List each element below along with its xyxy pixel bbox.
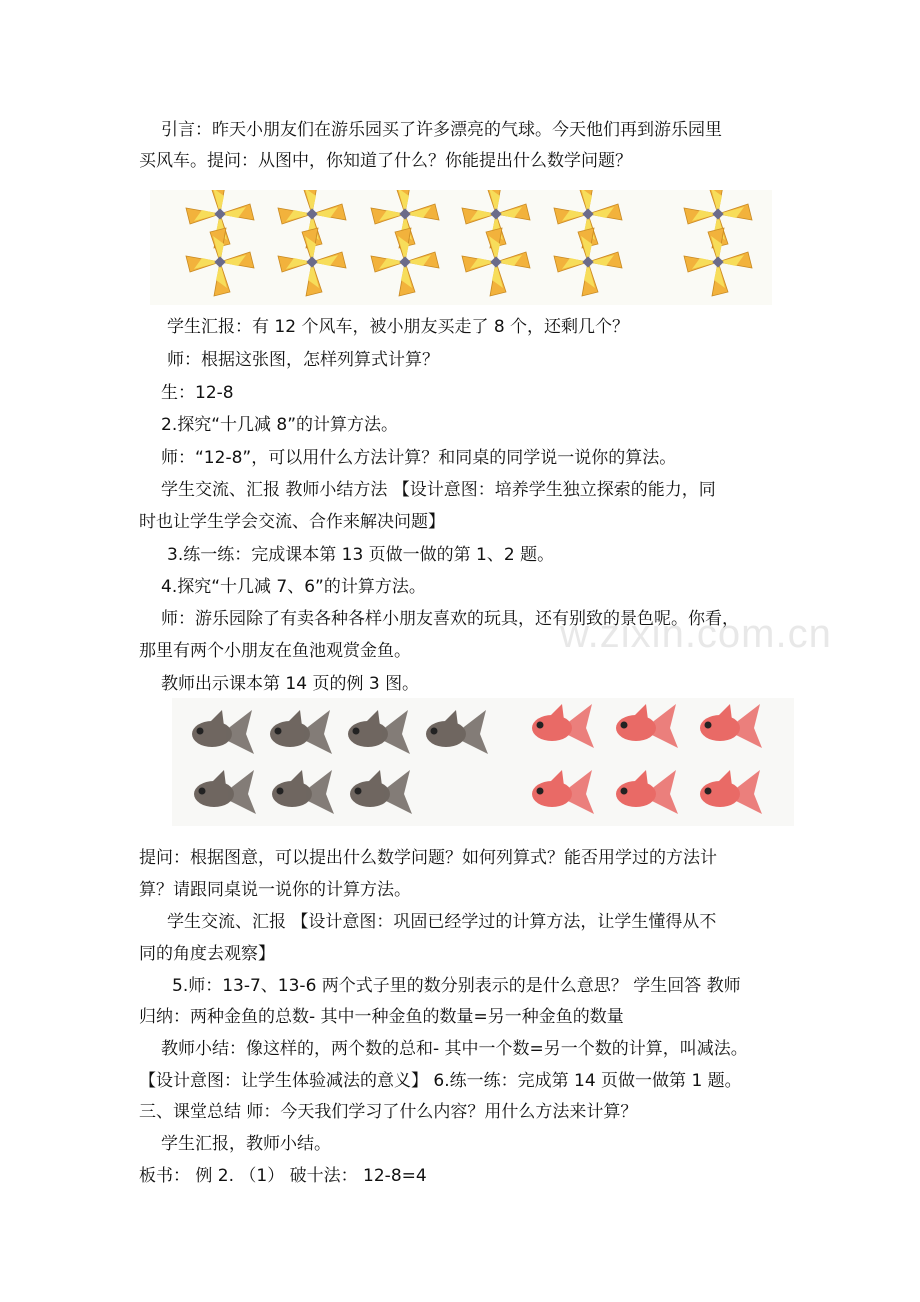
text-line-21: 教师小结：像这样的，两个数的总和- 其中一个数=另一个数的计算，叫减法。 <box>161 1039 748 1059</box>
text-line-12: 师：游乐园除了有卖各种各样小朋友喜欢的玩具，还有别致的景色呢。你看， <box>161 609 739 629</box>
text-line-15: 提问：根据图意，可以提出什么数学问题？如何列算式？能否用学过的方法计 <box>139 848 717 868</box>
text-line-20: 归纳：两种金鱼的总数- 其中一种金鱼的数量=另一种金鱼的数量 <box>139 1007 624 1027</box>
goldfish-icon <box>532 704 594 748</box>
goldfish-icon <box>350 770 412 814</box>
goldfish-icon <box>192 710 254 754</box>
pinwheel-icon <box>186 228 254 296</box>
text-line-9: 时也让学生学会交流、合作来解决问题】 <box>139 512 445 532</box>
text-line-1: 引言：昨天小朋友们在游乐园买了许多漂亮的气球。今天他们再到游乐园里 <box>161 120 722 140</box>
goldfish-illustration <box>172 698 794 826</box>
goldfish-icon <box>700 770 762 814</box>
goldfish-icon <box>700 704 762 748</box>
goldfish-icon <box>426 710 488 754</box>
text-line-6: 2.探究“十几减 8”的计算方法。 <box>161 415 399 435</box>
goldfish-icon <box>532 770 594 814</box>
text-line-24: 学生汇报，教师小结。 <box>161 1134 331 1154</box>
text-line-13: 那里有两个小朋友在鱼池观赏金鱼。 <box>139 641 411 661</box>
pinwheel-icon <box>462 228 530 296</box>
goldfish-icon <box>270 710 332 754</box>
goldfish-icon <box>272 770 334 814</box>
pinwheel-illustration <box>150 190 772 305</box>
pinwheel-icon <box>554 228 622 296</box>
pinwheel-icon <box>278 228 346 296</box>
goldfish-icon <box>194 770 256 814</box>
text-line-2: 买风车。提问：从图中，你知道了什么？你能提出什么数学问题？ <box>139 151 632 171</box>
text-line-19: 5.师：13-7、13-6 两个式子里的数分别表示的是什么意思？ 学生回答 教师 <box>172 976 741 996</box>
text-line-18: 同的角度去观察】 <box>139 944 275 964</box>
text-line-8: 学生交流、汇报 教师小结方法 【设计意图：培养学生独立探索的能力，同 <box>161 480 716 500</box>
text-line-7: 师：“12-8”，可以用什么方法计算？和同桌的同学说一说你的算法。 <box>161 448 677 468</box>
text-line-10: 3.练一练：完成课本第 13 页做一做的第 1、2 题。 <box>167 545 555 565</box>
text-line-23: 三、课堂总结 师：今天我们学习了什么内容？用什么方法来计算？ <box>139 1102 638 1122</box>
goldfish-icon <box>616 770 678 814</box>
text-line-4: 师：根据这张图，怎样列算式计算？ <box>167 350 439 370</box>
text-line-5: 生：12-8 <box>161 383 234 403</box>
pinwheel-icon <box>684 228 752 296</box>
text-line-11: 4.探究“十几减 7、6”的计算方法。 <box>161 577 426 597</box>
text-line-17: 学生交流、汇报 【设计意图：巩固已经学过的计算方法，让学生懂得从不 <box>167 912 717 932</box>
text-line-3: 学生汇报：有 12 个风车，被小朋友买走了 8 个，还剩几个？ <box>167 317 630 337</box>
text-line-16: 算？请跟同桌说一说你的计算方法。 <box>139 880 411 900</box>
watermark: w.zixin.com.cn <box>560 612 832 656</box>
goldfish-icon <box>616 704 678 748</box>
pinwheel-icon <box>371 228 439 296</box>
text-line-22: 【设计意图：让学生体验减法的意义】 6.练一练：完成第 14 页做一做第 1 题。 <box>139 1071 742 1091</box>
goldfish-icon <box>348 710 410 754</box>
text-line-25: 板书： 例 2. （1） 破十法： 12-8=4 <box>139 1166 427 1186</box>
text-line-14: 教师出示课本第 14 页的例 3 图。 <box>161 674 420 694</box>
